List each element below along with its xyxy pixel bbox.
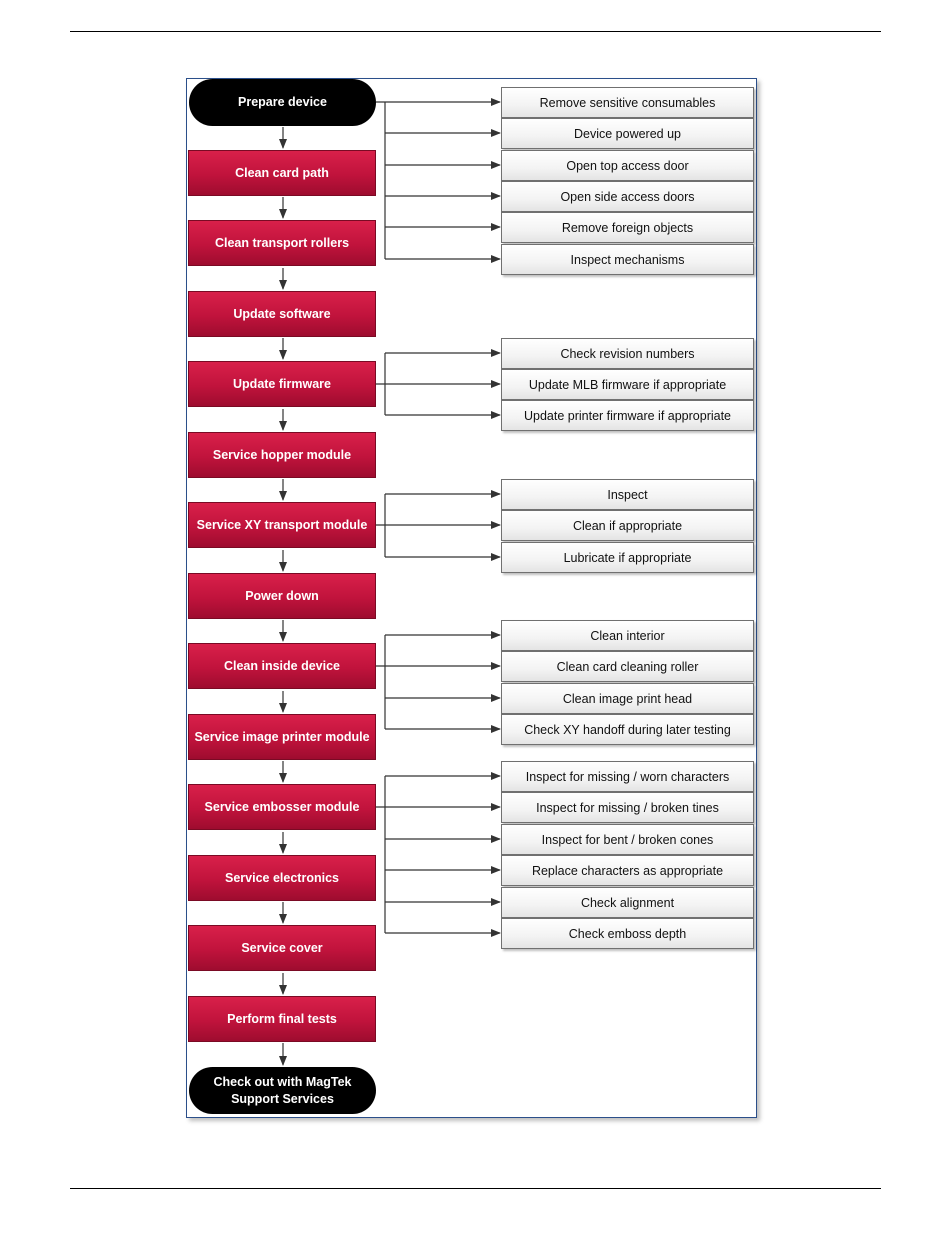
task-prepare: Open side access doors (501, 181, 754, 212)
step-service-embosser-module: Service embosser module (188, 784, 376, 830)
task-prepare: Remove sensitive consumables (501, 87, 754, 118)
step-clean-inside-device: Clean inside device (188, 643, 376, 689)
task-embosser: Inspect for missing / broken tines (501, 792, 754, 823)
task-clean-inside: Clean image print head (501, 683, 754, 714)
task-clean-inside: Clean interior (501, 620, 754, 651)
task-embosser: Check emboss depth (501, 918, 754, 949)
task-prepare: Open top access door (501, 150, 754, 181)
end-terminal-check-out: Check out with MagTek Support Services (189, 1067, 376, 1114)
task-embosser: Replace characters as appropriate (501, 855, 754, 886)
step-update-software: Update software (188, 291, 376, 337)
step-service-image-printer-module: Service image printer module (188, 714, 376, 760)
task-prepare: Remove foreign objects (501, 212, 754, 243)
step-service-hopper-module: Service hopper module (188, 432, 376, 478)
task-xy-transport: Clean if appropriate (501, 510, 754, 541)
step-service-electronics: Service electronics (188, 855, 376, 901)
task-firmware: Update MLB firmware if appropriate (501, 369, 754, 400)
step-power-down: Power down (188, 573, 376, 619)
task-xy-transport: Lubricate if appropriate (501, 542, 754, 573)
step-perform-final-tests: Perform final tests (188, 996, 376, 1042)
step-clean-transport-rollers: Clean transport rollers (188, 220, 376, 266)
task-prepare: Device powered up (501, 118, 754, 149)
step-service-cover: Service cover (188, 925, 376, 971)
task-embosser: Inspect for missing / worn characters (501, 761, 754, 792)
step-update-firmware: Update firmware (188, 361, 376, 407)
task-prepare: Inspect mechanisms (501, 244, 754, 275)
task-xy-transport: Inspect (501, 479, 754, 510)
step-service-xy-transport-module: Service XY transport module (188, 502, 376, 548)
task-clean-inside: Clean card cleaning roller (501, 651, 754, 682)
start-terminal-prepare-device: Prepare device (189, 79, 376, 126)
step-clean-card-path: Clean card path (188, 150, 376, 196)
task-embosser: Check alignment (501, 887, 754, 918)
task-embosser: Inspect for bent / broken cones (501, 824, 754, 855)
task-firmware: Update printer firmware if appropriate (501, 400, 754, 431)
task-clean-inside: Check XY handoff during later testing (501, 714, 754, 745)
task-firmware: Check revision numbers (501, 338, 754, 369)
footer-rule (70, 1188, 881, 1189)
